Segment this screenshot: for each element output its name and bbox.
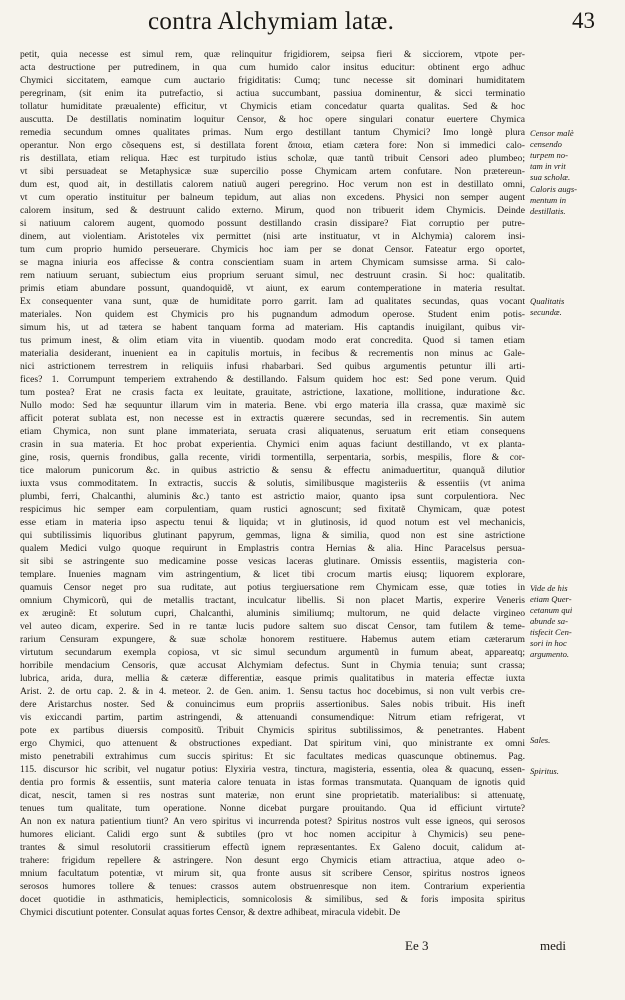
text-line: misto penetrabili extrahimus cum succis spiritus: Et sic facultates medicas quascunque obtinemus. Pag.: [20, 751, 525, 762]
text-line: templare. Inuenies magnam vim astringentium, & licet tibi crocum martis eiusq; liquorem explorare,: [20, 569, 525, 580]
text-line: nici astrictionem terrestrem in reliquiis infusi rhabarbari. Sed quibus argumentis petuntur illi arti-: [20, 361, 525, 372]
text-line: dum est, quod ait, in destillatis calorem natiuũ augeri peregrino. Hoc verum non est in destillato omni,: [20, 179, 525, 190]
text-line: primis etiam abundare possunt, quandoquidẽ, vt aiunt, ex earum contemperatione in materia resultat.: [20, 283, 525, 294]
text-line: ex æruginẽ: Et solutum cupri, Chalcanthi, aluminis similiumq; multorum, ne quid delacte virgineo: [20, 608, 525, 619]
text-line: tus primum inest, & olim etiam vita in viuentib. quodam modo erat concredita. Quod si tamen etiam: [20, 335, 525, 346]
text-line: horribile mendacium Censoris, quæ accusat Alchymiam defectus. Sunt in Chymia tenuia; sunt crassa;: [20, 660, 525, 671]
marginal-note-line: argumento.: [530, 649, 570, 659]
text-line: rarium Censuram expungere, & suæ scholæ honorem restituere. Habemus autem etiam cæterarum: [20, 634, 525, 645]
text-line: crasin in sua materia. Et hoc probat experientia. Chymici enim aquas faciunt destillando, vt ex planta-: [20, 439, 525, 450]
text-line: trahere: frigidum repellere & astringere. Non desunt ergo Chymicis etiam attractiua, atque adeo o-: [20, 855, 525, 866]
text-line: tum postea? Erat ne crasis facta ex leuitate, grauitate, astrictione, laxatione, mollitione, induratione &c.: [20, 387, 525, 398]
marginal-note: [530, 128, 622, 183]
marginal-note-line: tisfecit Cen-: [530, 627, 572, 637]
text-line: quamuis Censor neget pro sua ruditate, aut potius tergiuersatione rem Chymicam esse, quæ toties in: [20, 582, 525, 593]
text-line: fices? 1. Corrumpunt temperiem extrahendo & destillando. Falsum quidem hoc est: Sed pone verum. Quid: [20, 374, 525, 385]
marginal-note-line: Caloris augs-: [530, 184, 578, 194]
text-line: pote ex partibus diuersis compositũ. Tribuit Chymicis spiritus subtilissimos, & penetrantes. Habent: [20, 725, 525, 736]
text-line: acta destructione per putredinem, in qua cum humido calor insitus educitur: obtinent ergo adhuc: [20, 62, 525, 73]
marginal-note: [530, 735, 622, 746]
text-line: rem natiuum seruant, subiectum eius proprium seruant simul, nec destruunt crasin. Si hoc: qualitatib.: [20, 270, 525, 281]
main-text-block: [20, 48, 525, 938]
marginal-notes: [530, 48, 622, 938]
catchword: medi: [540, 938, 566, 953]
running-head: contra Alchymiam latæ.: [148, 8, 395, 35]
page-number: 43: [572, 8, 595, 33]
page-header: [0, 8, 625, 42]
text-line: respicimus hic semper eam corpulentiam, quam rustici agnoscunt; sed fixitatẽ Chymicam, quæ potest: [20, 504, 525, 515]
text-line: materialia desiderant, inuenient ea in capitulis mortuis, in fecibus & recrementis non minus ac Gale-: [20, 348, 525, 359]
text-line: vt cum operatio instituitur per balneum tepidum, aut alias non excedens. Physici non semper augent: [20, 192, 525, 203]
text-line: vt sibi persuadeat se Metaphysicæ suæ supercilio posse Chymicam artem confutare. Non prætereun-: [20, 166, 525, 177]
marginal-note: [530, 766, 622, 777]
text-line: omnium Chymicorũ, qui de metallis tractant, inculcatur libellis. Si non placet Martis, experire Veneris: [20, 595, 525, 606]
text-line: 115. discursor hic scribit, vel nugatur potius: Elyxiria vestra, tinctura, magisteria, essentia, olea & quacunq, essen-: [20, 764, 525, 775]
marginal-note-line: secundæ.: [530, 307, 562, 317]
text-line: Chymici siccitatem, eamque cum auctario frigiditatis: Cumq; tunc necesse sit dominari humiditatem: [20, 75, 525, 86]
text-line: tenues tum qualitate, tum operatione. Nonne dicebat purgare prouitando. Qua id efficiunt virtute?: [20, 803, 525, 814]
text-line: trantes & simul resolutorii crassitierum effectũ ignem repræsentantes. Ex Galeno docuit, calidum at-: [20, 842, 525, 853]
text-line: dere Aristarchus noster. Sed & conuincimus eum propriis assertionibus. Sales nobis tribuit. His ineft: [20, 699, 525, 710]
marginal-note-line: turpem no-: [530, 150, 568, 160]
page-footer: [0, 938, 625, 968]
text-line: gine, rosis, quernis frondibus, galla recente, viridi tormentilla, serpentaria, sorbis, mespilis, flore & cor-: [20, 452, 525, 463]
text-line: sit sibi se astringente suo medicamine posse vesicas laceras glutinare. Omissis essentiis, magisteria con-: [20, 556, 525, 567]
text-line: docet quotidie in asthmaticis, hemiplecticis, somnicolosis & similibus, sed & foris imposita spiritus: [20, 894, 525, 905]
marginal-note-line: cetanum qui: [530, 605, 573, 615]
text-line: simum his, ut ad tætera se habent tanquam forma ad materiam. His captandis inuigilant, quibus vir-: [20, 322, 525, 333]
text-line: Arist. 2. de ortu cap. 2. & in 4. meteor. 2. de Gen. anim. 1. Sensu tactus hoc docebimus, si non vult verbis cre-: [20, 686, 525, 697]
text-line: auscutta. De destillatis nominatim loquitur Censor, & hoc opere singulari conatur euertere Chymica: [20, 114, 525, 125]
text-line: etiam Chymica, non sunt plane immateriata, seruata crasi aliquatenus, seruatum erit etiam consequens: [20, 426, 525, 437]
marginal-note-line: sua scholæ.: [530, 172, 571, 182]
text-line: dentia pro formis & essentiis, sunt materia calore tenuata in istas formas transmutata. Quanquam de ignotis quid: [20, 777, 525, 788]
text-line: esse etiam in materia ipso aspectu tenui & liquida; vt in glutinosis, id quod notum est vel mechanicis,: [20, 517, 525, 528]
text-line: humores eliciant. Calidi ergo sunt & subtiles (pro vt hoc nomen accipitur à Chymicis) seu pene-: [20, 829, 525, 840]
marginal-note-line: abunde sa-: [530, 616, 568, 626]
text-line: calorem insitum, sed & destruunt calido externo. Mirum, quod non tribuerit idem Chymicis. Deinde: [20, 205, 525, 216]
text-line: An non ex natura patientium tiunt? An vero spiritus vi incurrenda potest? Spiritus nostros vult esse igneos, qui serosos: [20, 816, 525, 827]
marginal-note-line: Sales.: [530, 735, 551, 745]
marginal-note-line: etiam Quer-: [530, 594, 572, 604]
text-line: peregrinam, (sit enim ita putrefactio, si actiua succumbant, passiua dominentur, & sicci terminatio: [20, 88, 525, 99]
marginal-note: [530, 296, 622, 318]
text-line: operantur. Non ergo cõsequens est, si destillata forent ἄποια, etiam cætera fore: Non si immedici calo-: [20, 140, 525, 151]
signature-mark: Ee 3: [405, 938, 429, 953]
text-line: dicat, nescit, tamen si res nostras sunt materiæ, non erunt sine proprietatib. materialibus: si attenuatę,: [20, 790, 525, 801]
marginal-note-line: Censor malè: [530, 128, 574, 138]
text-line: plumbi, ferri, Chalcanthi, aluminis &c.) tanto est astrictio maior, quanto ipsa sunt corpulentiora. Nec: [20, 491, 525, 502]
text-line: remedia secundum omnes qualitates primas. Num ergo destillant tantum Chymici? Imo longè plura: [20, 127, 525, 138]
text-line: afficit poterat sublata est, non necesse est in extractis quærere secundas, sed in recrementis. Sin autem: [20, 413, 525, 424]
text-line: qui subtilissimis liquoribus glutinant papyrum, gemmas, ligna & similia, quod non est sine astrictione: [20, 530, 525, 541]
text-line: tice malorum punicorum &c. in quibus astrictio & sensu & effectu animaduertitur, quanquã dilutior: [20, 465, 525, 476]
marginal-note-line: censendo: [530, 139, 562, 149]
text-line: qualem Medici vulgo quoque requirunt in Emplastris contra Hernias & alia. Hinc Paracelsus persua-: [20, 543, 525, 554]
text-line: dinem, aut violentiam. Aristoteles vix permittet (nisi arte instituatur, vt in Alchymia) calorem insi-: [20, 231, 525, 242]
text-line: materiales. Non quidem est Chymicis pro his pugnandum admodum operose. Student enim potis-: [20, 309, 525, 320]
marginal-note: [530, 583, 622, 660]
text-line: serosos humores tollere & tenues: crassos autem obstruenresque non item. Contrarium experientia: [20, 881, 525, 892]
text-line: lubrica, arida, dura, mellia & cæteræ differentiæ, easque primis qualitatibus in materia effectæ iuxta: [20, 673, 525, 684]
text-line: mnium facultatum potentiæ, vt mirum sit, qua fronte ausus sit scribere Censor, spiritus nostros igneos: [20, 868, 525, 879]
marginal-note-line: Spiritus.: [530, 766, 559, 776]
text-line: ris destillata, etiam reliqua. Hæc est turpitudo istius scholæ, quæ tantũ tribuit Censori adeo plumbeo;: [20, 153, 525, 164]
text-line: si natiuum calorem augent, quomodo possunt destillando crasin dissipare? Fiat corruptio per putre-: [20, 218, 525, 229]
text-line: petit, quia necesse est simul rem, quæ relinquitur frigidiorem, seipsa fieri & sicciorem, vtpote per-: [20, 49, 525, 60]
marginal-note-line: Qualitatis: [530, 296, 565, 306]
marginal-note-line: sori in hoc: [530, 638, 567, 648]
text-line: ergo Chymici, quo attenuent & obstructiones expediant. Dat spiritum vini, quo ministrante ex omni: [20, 738, 525, 749]
marginal-note-line: tam in vrit: [530, 161, 566, 171]
marginal-note: [530, 184, 622, 217]
marginal-note-line: Vide de his: [530, 583, 568, 593]
text-line: Ex consequenter vana sunt, quæ de humiditate porro garrit. Iam ad qualitates secundas, quas vocant: [20, 296, 525, 307]
text-line: iuxta vsus commoditatem. In extractis, succis & solutis, similibusque magisteriis & essentiis (vt anima: [20, 478, 525, 489]
text-line: virtutum secundarum exempla copiosa, vt sic simul secundum argumentũ in fumum abeat, appareatq;: [20, 647, 525, 658]
text-line: vis exiccandi partim, partim astringendi, & attenuandi consumendique: Nitrum etiam refrigerat, vt: [20, 712, 525, 723]
text-line: vel auteo dicam, experire. Sed in re tantæ lucis pudore saltem suo discat Censor, tam futilem & teme-: [20, 621, 525, 632]
marginal-note-line: mentum in: [530, 195, 567, 205]
text-line: se magna iniuria eos affecisse & contra conscientiam suam in artem Chymicam sumsisse arma. Si calo-: [20, 257, 525, 268]
text-line: Nullo modo: Sed hæ sequuntur illarum vim in materia. Bene. vbi ergo materia illa crassa, quæ maximè sic: [20, 400, 525, 411]
text-line: tollatur humiditate præualente) efficitur, vt Chymicis etiam concedatur quarta qualitas. Sed & hoc: [20, 101, 525, 112]
text-line: Chymici discutiunt potenter. Consulat aquas fortes Censor, & dextre adhibeat, miracula videbit. De: [20, 907, 401, 918]
marginal-note-line: destillatis.: [530, 206, 566, 216]
text-line: tum cum proprio humido perseuerare. Chymicis hoc iam per se donat Censor. Fateatur ergo oportet,: [20, 244, 525, 255]
